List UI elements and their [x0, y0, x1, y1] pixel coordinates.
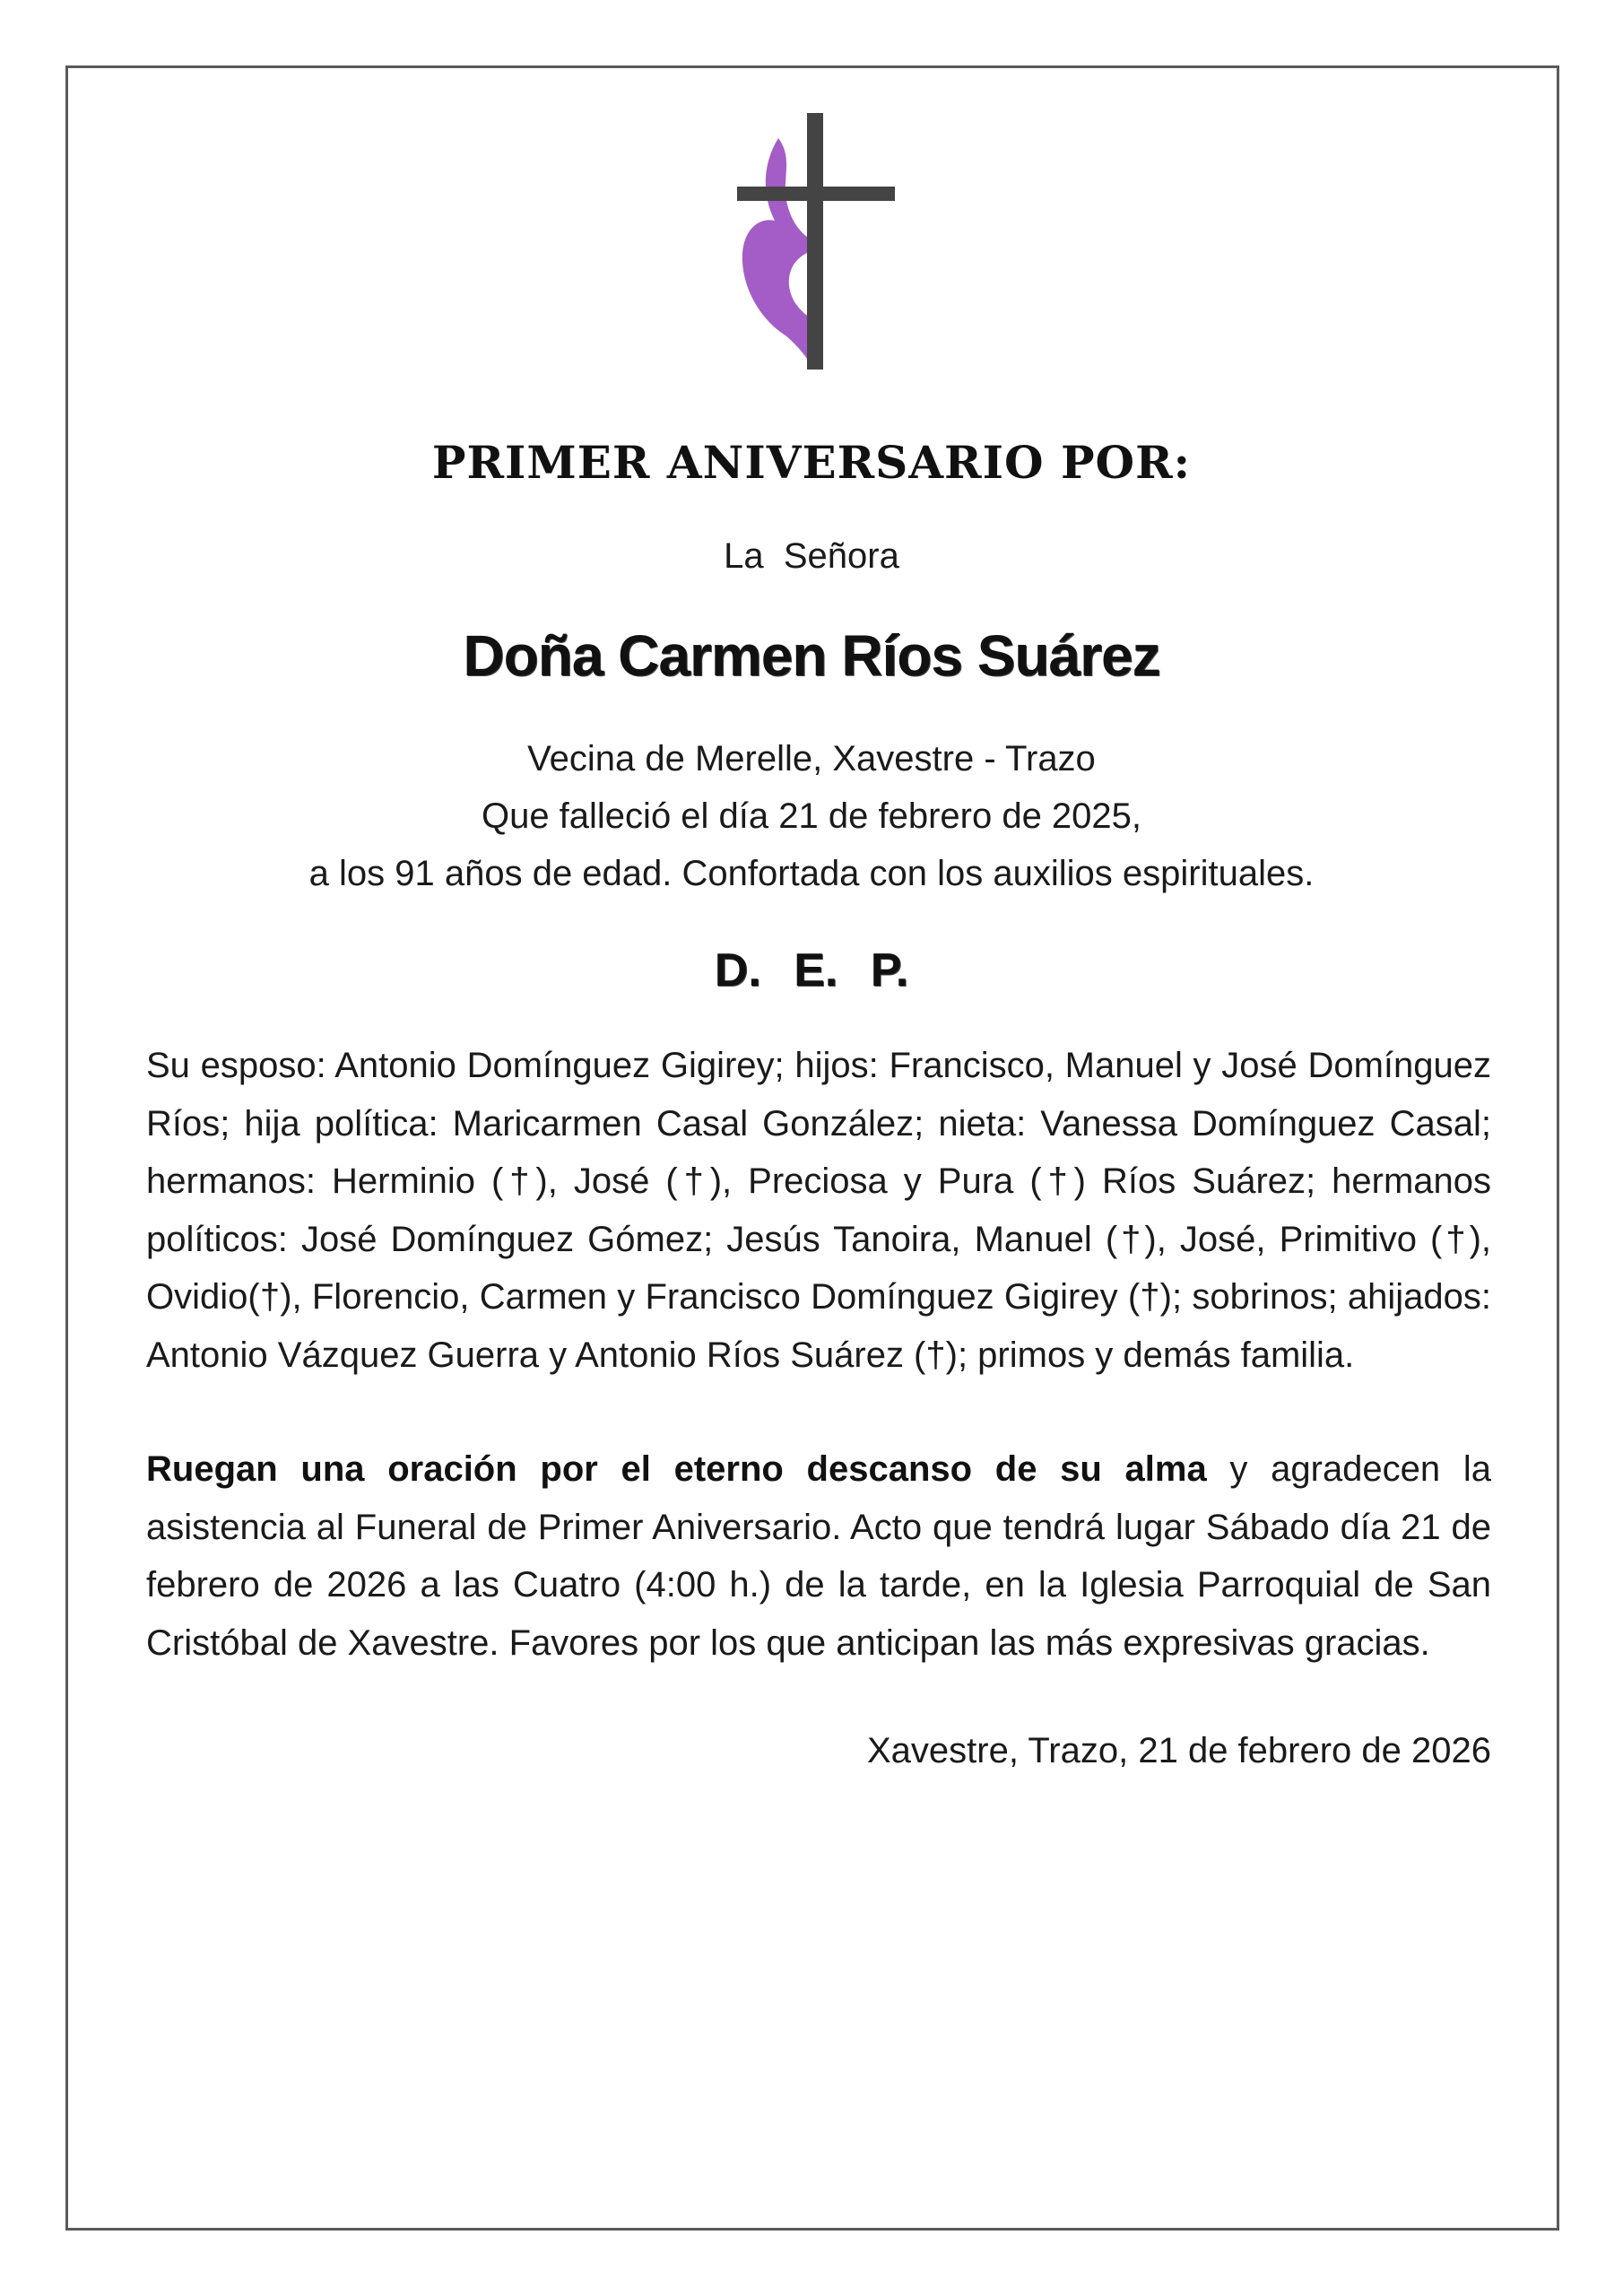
page-title: PRIMER ANIVERSARIO POR: [431, 436, 1192, 489]
death-date-line: Que falleció el día 21 de febrero de 2025, [481, 796, 1142, 836]
residence-line: Vecina de Merelle, Xavestre - Trazo [527, 739, 1096, 778]
prayer-rest-text: y agradecen la asistencia al Funeral de Primer Aniversario. Acto que tendrá lugar Sábado día 21 de febrero de 2026 a las Cuatro (4:00 h.) de la tarde, en la Iglesia Parroquial de San Cristóbal de Xavestre. Favores por los que anticipan las más expresivas gracias. [146, 1449, 1492, 1663]
honorific: La Señora [724, 536, 899, 576]
cross-vertical [807, 113, 823, 370]
flame-shape [742, 138, 812, 368]
cross-horizontal [737, 187, 895, 201]
age-line: a los 91 años de edad. Confortada con los auxilios espirituales. [308, 854, 1315, 893]
cross-with-flame-icon [725, 111, 904, 371]
signoff-line: Xavestre, Trazo, 21 de febrero de 2026 [867, 1731, 1491, 1770]
deceased-name: Doña Carmen Ríos Suárez [463, 623, 1160, 688]
dep-line: D. E. P. [714, 944, 909, 996]
family-paragraph: Su esposo: Antonio Domínguez Gigirey; hijos: Francisco, Manuel y José Domínguez Ríos; hija política: Maricarmen Casal González; nieta: Vanessa Domínguez Casal; hermanos: Herminio (†), José (†), Preciosa y Pura (†) Ríos Suárez; hermanos políticos: José Domínguez Gómez; Jesús Tanoira, Manuel (†), José, Primitivo (†), Ovidio(†), Florencio, Carmen y Francisco Domínguez Gigirey (†); sobrinos; ahijados: Antonio Vázquez Guerra y Antonio Ríos Suárez (†); primos y demás familia. [146, 1046, 1491, 1375]
prayer-paragraph [146, 1440, 1491, 1672]
prayer-bold-text: Ruegan una oración por el eterno descanso de su alma [146, 1449, 1207, 1489]
